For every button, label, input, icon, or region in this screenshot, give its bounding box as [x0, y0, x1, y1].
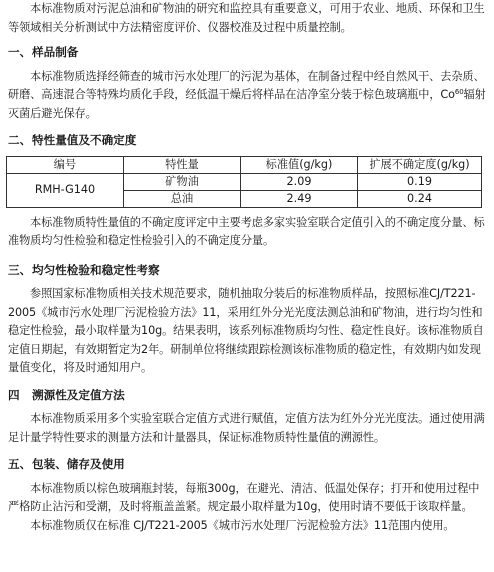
- table-row: [7, 173, 482, 190]
- section-3-heading: [0, 261, 494, 280]
- section-5-paragraph-2: 本标准物质仅在标准 CJ/T221-2005《城市污水处理厂污泥检验方法》11范围内使用。: [30, 518, 455, 532]
- section-number: 一、: [8, 45, 32, 59]
- header-code: 编号: [7, 156, 124, 173]
- isotope-superscript: 60: [454, 88, 464, 96]
- section-5-paragraph-1: 本标准物质以棕色玻璃瓶封装，每瓶300g，在避光、清洁、低温处保存；打开和使用过程中严格防止沾污和受潮，及时将瓶盖盖紧。规定最小取样量为10g，使用时请不要低于该取样量。: [8, 481, 480, 513]
- cell-code: RMH-G140: [7, 173, 124, 207]
- section-title: 均匀性检验和稳定性考察: [32, 262, 160, 277]
- property-value-table: [6, 156, 482, 208]
- header-uncertainty: 扩展不确定度(g/kg): [358, 156, 482, 173]
- section-4-paragraph: 本标准物质采用多个实验室联合定值方式进行赋值，定值方法为红外分光光度法。通过使用满足计量学特性要求的测量方法和计量器具，保证标准物质特性量值的溯源性。: [8, 412, 485, 444]
- header-property: 特性量: [124, 156, 241, 173]
- cell-uncertainty: 0.19: [358, 173, 482, 190]
- section-number: 三、: [8, 262, 32, 277]
- cell-value: 2.49: [241, 190, 358, 207]
- section-title: 包装、储存及使用: [32, 457, 125, 471]
- section-1-paragraph: [0, 68, 494, 124]
- section-title: 特性量值及不确定度: [32, 133, 137, 147]
- section-number: 二、: [8, 133, 32, 147]
- intro-paragraph: 本标准物质对污泥总油和矿物油的研究和监控具有重要意义，可用于农业、地质、环保和卫生等领域相关分析测试中方法精密度评价、仪器校准及过程中质量控制。: [8, 2, 485, 34]
- section-5-heading: [0, 455, 494, 474]
- header-value: 标准值(g/kg): [241, 156, 358, 173]
- section-title: 样品制备: [32, 45, 79, 59]
- cell-property: 总油: [124, 190, 241, 207]
- cell-uncertainty: 0.24: [358, 190, 482, 207]
- section-number: 五、: [8, 457, 32, 471]
- section-3-paragraph: 参照国家标准物质相关技术规范要求，随机抽取分装后的标准物质样品，按照标准CJ/T221-2005《城市污水处理厂污泥检验方法》11，采用红外分光光度法测总油和矿物油，进行均匀性和稳定性检验，最小取样量为10g。结果表明，该系列标准物质均匀性、稳定性良好。该标准物质自定值日期起，有效期暂定为2年。研制单位将继续跟踪检测该标准物质的稳定性，有效期内如发现量值变化，将及时通知用户。: [8, 287, 484, 374]
- cell-value: 2.09: [241, 173, 358, 190]
- table-header-row: [7, 156, 482, 173]
- section-1-text-a: 本标准物质选择经筛查的城市污水处理厂的污泥为基体，在制备过程中经自然风干、去杂质、研磨、高速混合等特殊均质化手段，经低温干燥后将样品在洁净室分装于棕色玻璃瓶中，Co: [8, 69, 485, 101]
- section-2-heading: [0, 131, 494, 150]
- section-title: 溯源性及定值方法: [32, 387, 125, 402]
- section-1-heading: [0, 43, 494, 62]
- section-1-text-b: 辐射灭菌后避光保存。: [8, 88, 486, 120]
- section-number: 四: [8, 387, 20, 402]
- section-2-paragraph: 本标准物质特性量值的不确定度评定中主要考虑多家实验室联合定值引入的不确定度分量、标准物质均匀性检验和稳定性检验引入的不确定度分量。: [8, 215, 485, 247]
- section-4-heading: [0, 386, 494, 405]
- cell-property: 矿物油: [124, 173, 241, 190]
